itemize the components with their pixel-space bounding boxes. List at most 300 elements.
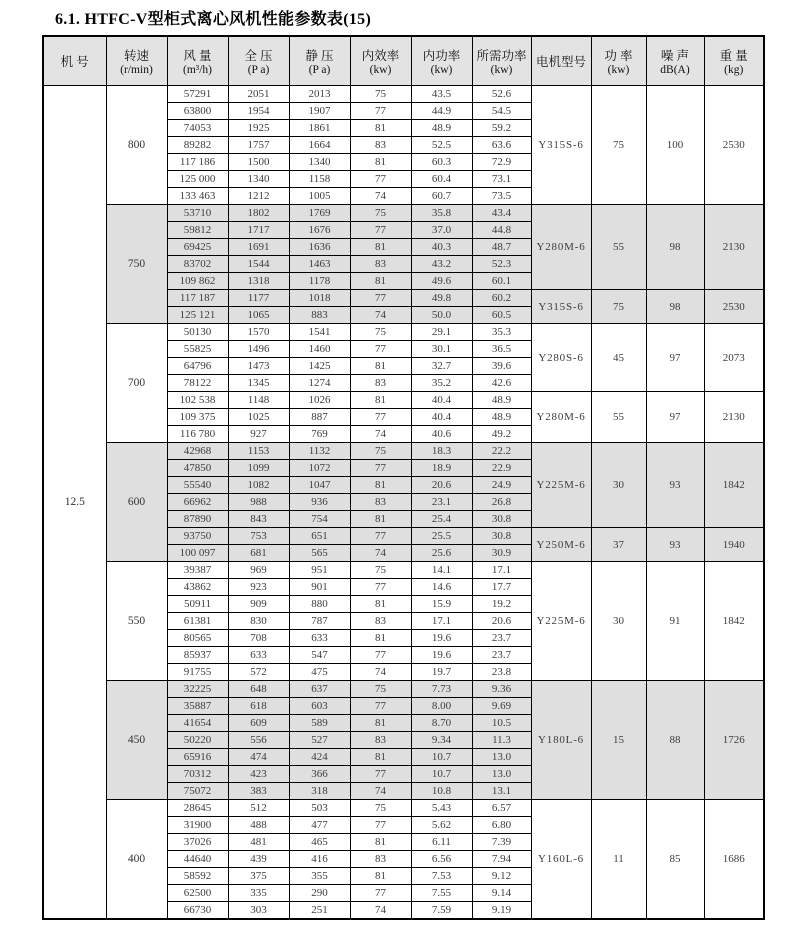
- required-power-cell: 20.6: [472, 613, 531, 630]
- total-pressure-cell: 1802: [228, 205, 289, 222]
- flow-cell: 117 187: [167, 290, 228, 307]
- efficiency-cell: 77: [350, 647, 411, 664]
- internal-power-cell: 18.9: [411, 460, 472, 477]
- internal-power-cell: 23.1: [411, 494, 472, 511]
- internal-power-cell: 35.2: [411, 375, 472, 392]
- total-pressure-cell: 609: [228, 715, 289, 732]
- efficiency-cell: 81: [350, 868, 411, 885]
- static-pressure-cell: 355: [289, 868, 350, 885]
- required-power-cell: 30.8: [472, 511, 531, 528]
- internal-power-cell: 6.56: [411, 851, 472, 868]
- required-power-cell: 17.7: [472, 579, 531, 596]
- total-pressure-cell: 1570: [228, 324, 289, 341]
- total-pressure-cell: 1025: [228, 409, 289, 426]
- static-pressure-cell: 936: [289, 494, 350, 511]
- static-pressure-cell: 901: [289, 579, 350, 596]
- required-power-cell: 35.3: [472, 324, 531, 341]
- static-pressure-cell: 1676: [289, 222, 350, 239]
- table-header-row: [43, 36, 764, 86]
- required-power-cell: 48.9: [472, 409, 531, 426]
- column-header: [228, 36, 289, 86]
- total-pressure-cell: 1544: [228, 256, 289, 273]
- total-pressure-cell: 1177: [228, 290, 289, 307]
- efficiency-cell: 83: [350, 375, 411, 392]
- total-pressure-cell: 512: [228, 800, 289, 817]
- flow-cell: 116 780: [167, 426, 228, 443]
- required-power-cell: 48.9: [472, 392, 531, 409]
- internal-power-cell: 7.53: [411, 868, 472, 885]
- weight-cell: 1842: [704, 443, 764, 528]
- total-pressure-cell: 1717: [228, 222, 289, 239]
- internal-power-cell: 10.7: [411, 749, 472, 766]
- required-power-cell: 54.5: [472, 103, 531, 120]
- total-pressure-cell: 2051: [228, 86, 289, 103]
- efficiency-cell: 81: [350, 273, 411, 290]
- required-power-cell: 9.36: [472, 681, 531, 698]
- column-header: [472, 36, 531, 86]
- flow-cell: 87890: [167, 511, 228, 528]
- internal-power-cell: 50.0: [411, 307, 472, 324]
- flow-cell: 50911: [167, 596, 228, 613]
- flow-cell: 58592: [167, 868, 228, 885]
- required-power-cell: 23.7: [472, 630, 531, 647]
- static-pressure-cell: 424: [289, 749, 350, 766]
- total-pressure-cell: 1500: [228, 154, 289, 171]
- efficiency-cell: 75: [350, 681, 411, 698]
- static-pressure-cell: 769: [289, 426, 350, 443]
- static-pressure-cell: 589: [289, 715, 350, 732]
- flow-cell: 133 463: [167, 188, 228, 205]
- static-pressure-cell: 637: [289, 681, 350, 698]
- total-pressure-cell: 572: [228, 664, 289, 681]
- efficiency-cell: 75: [350, 86, 411, 103]
- internal-power-cell: 60.3: [411, 154, 472, 171]
- internal-power-cell: 30.1: [411, 341, 472, 358]
- weight-cell: 1940: [704, 528, 764, 562]
- static-pressure-cell: 1178: [289, 273, 350, 290]
- efficiency-cell: 83: [350, 732, 411, 749]
- efficiency-cell: 81: [350, 477, 411, 494]
- motor-power-cell: 11: [591, 800, 646, 920]
- motor-power-cell: 55: [591, 392, 646, 443]
- column-header: [704, 36, 764, 86]
- speed-cell: 800: [106, 86, 167, 205]
- column-header-label: 内效率: [361, 49, 400, 63]
- efficiency-cell: 83: [350, 851, 411, 868]
- speed-cell: 700: [106, 324, 167, 443]
- total-pressure-cell: 1691: [228, 239, 289, 256]
- speed-cell: 550: [106, 562, 167, 681]
- efficiency-cell: 77: [350, 528, 411, 545]
- weight-cell: 1686: [704, 800, 764, 920]
- total-pressure-cell: 969: [228, 562, 289, 579]
- required-power-cell: 73.1: [472, 171, 531, 188]
- column-header: [43, 36, 106, 86]
- column-header: [411, 36, 472, 86]
- efficiency-cell: 75: [350, 324, 411, 341]
- required-power-cell: 73.5: [472, 188, 531, 205]
- flow-cell: 125 000: [167, 171, 228, 188]
- noise-cell: 97: [646, 324, 704, 392]
- noise-cell: 91: [646, 562, 704, 681]
- static-pressure-cell: 1460: [289, 341, 350, 358]
- required-power-cell: 59.2: [472, 120, 531, 137]
- internal-power-cell: 29.1: [411, 324, 472, 341]
- total-pressure-cell: 335: [228, 885, 289, 902]
- total-pressure-cell: 681: [228, 545, 289, 562]
- internal-power-cell: 25.4: [411, 511, 472, 528]
- column-header-unit: (m³/h): [183, 64, 212, 76]
- internal-power-cell: 25.5: [411, 528, 472, 545]
- static-pressure-cell: 465: [289, 834, 350, 851]
- internal-power-cell: 7.55: [411, 885, 472, 902]
- total-pressure-cell: 633: [228, 647, 289, 664]
- internal-power-cell: 10.8: [411, 783, 472, 800]
- table-body: [43, 86, 764, 920]
- weight-cell: 1842: [704, 562, 764, 681]
- efficiency-cell: 74: [350, 664, 411, 681]
- efficiency-cell: 81: [350, 154, 411, 171]
- static-pressure-cell: 1072: [289, 460, 350, 477]
- flow-cell: 61381: [167, 613, 228, 630]
- total-pressure-cell: 439: [228, 851, 289, 868]
- static-pressure-cell: 1664: [289, 137, 350, 154]
- efficiency-cell: 74: [350, 783, 411, 800]
- column-header-label: 机 号: [60, 55, 89, 69]
- internal-power-cell: 37.0: [411, 222, 472, 239]
- static-pressure-cell: 1132: [289, 443, 350, 460]
- column-header: [646, 36, 704, 86]
- motor-power-cell: 15: [591, 681, 646, 800]
- efficiency-cell: 77: [350, 766, 411, 783]
- table-row: [43, 681, 764, 698]
- efficiency-cell: 75: [350, 443, 411, 460]
- static-pressure-cell: 887: [289, 409, 350, 426]
- static-pressure-cell: 1861: [289, 120, 350, 137]
- efficiency-cell: 81: [350, 120, 411, 137]
- efficiency-cell: 77: [350, 579, 411, 596]
- required-power-cell: 22.2: [472, 443, 531, 460]
- internal-power-cell: 7.59: [411, 902, 472, 920]
- column-header-unit: dB(A): [660, 64, 690, 76]
- required-power-cell: 19.2: [472, 596, 531, 613]
- total-pressure-cell: 909: [228, 596, 289, 613]
- required-power-cell: 36.5: [472, 341, 531, 358]
- total-pressure-cell: 1099: [228, 460, 289, 477]
- flow-cell: 32225: [167, 681, 228, 698]
- flow-cell: 47850: [167, 460, 228, 477]
- flow-cell: 42968: [167, 443, 228, 460]
- flow-cell: 28645: [167, 800, 228, 817]
- total-pressure-cell: 1757: [228, 137, 289, 154]
- total-pressure-cell: 1212: [228, 188, 289, 205]
- efficiency-cell: 81: [350, 630, 411, 647]
- noise-cell: 93: [646, 443, 704, 528]
- column-header-label: 噪 声: [660, 49, 690, 63]
- weight-cell: 1726: [704, 681, 764, 800]
- static-pressure-cell: 603: [289, 698, 350, 715]
- required-power-cell: 13.0: [472, 766, 531, 783]
- static-pressure-cell: 651: [289, 528, 350, 545]
- flow-cell: 117 186: [167, 154, 228, 171]
- internal-power-cell: 5.43: [411, 800, 472, 817]
- flow-cell: 66730: [167, 902, 228, 920]
- flow-cell: 57291: [167, 86, 228, 103]
- internal-power-cell: 17.1: [411, 613, 472, 630]
- table-row: [43, 562, 764, 579]
- flow-cell: 44640: [167, 851, 228, 868]
- flow-cell: 41654: [167, 715, 228, 732]
- static-pressure-cell: 1907: [289, 103, 350, 120]
- flow-cell: 75072: [167, 783, 228, 800]
- static-pressure-cell: 547: [289, 647, 350, 664]
- static-pressure-cell: 1274: [289, 375, 350, 392]
- internal-power-cell: 6.11: [411, 834, 472, 851]
- flow-cell: 62500: [167, 885, 228, 902]
- efficiency-cell: 74: [350, 545, 411, 562]
- internal-power-cell: 8.00: [411, 698, 472, 715]
- total-pressure-cell: 481: [228, 834, 289, 851]
- required-power-cell: 42.6: [472, 375, 531, 392]
- static-pressure-cell: 1636: [289, 239, 350, 256]
- column-header-label: 内功率: [422, 49, 461, 63]
- column-header-label: 重 量: [719, 49, 748, 63]
- static-pressure-cell: 883: [289, 307, 350, 324]
- flow-cell: 80565: [167, 630, 228, 647]
- required-power-cell: 24.9: [472, 477, 531, 494]
- static-pressure-cell: 1463: [289, 256, 350, 273]
- noise-cell: 100: [646, 86, 704, 205]
- internal-power-cell: 43.2: [411, 256, 472, 273]
- static-pressure-cell: 2013: [289, 86, 350, 103]
- flow-cell: 85937: [167, 647, 228, 664]
- flow-cell: 66962: [167, 494, 228, 511]
- flow-cell: 53710: [167, 205, 228, 222]
- required-power-cell: 30.8: [472, 528, 531, 545]
- internal-power-cell: 19.6: [411, 647, 472, 664]
- weight-cell: 2530: [704, 86, 764, 205]
- speed-cell: 400: [106, 800, 167, 920]
- internal-power-cell: 49.8: [411, 290, 472, 307]
- flow-cell: 31900: [167, 817, 228, 834]
- total-pressure-cell: 708: [228, 630, 289, 647]
- noise-cell: 97: [646, 392, 704, 443]
- internal-power-cell: 8.70: [411, 715, 472, 732]
- internal-power-cell: 48.9: [411, 120, 472, 137]
- flow-cell: 93750: [167, 528, 228, 545]
- efficiency-cell: 83: [350, 613, 411, 630]
- column-header-unit: (kw): [369, 64, 392, 76]
- required-power-cell: 6.80: [472, 817, 531, 834]
- efficiency-cell: 83: [350, 137, 411, 154]
- total-pressure-cell: 830: [228, 613, 289, 630]
- column-header-label: 风 量: [183, 49, 212, 63]
- efficiency-cell: 77: [350, 817, 411, 834]
- table-row: [43, 205, 764, 222]
- motor-model-cell: Y225M-6: [531, 443, 591, 528]
- noise-cell: 98: [646, 290, 704, 324]
- efficiency-cell: 75: [350, 562, 411, 579]
- noise-cell: 88: [646, 681, 704, 800]
- flow-cell: 100 097: [167, 545, 228, 562]
- static-pressure-cell: 1026: [289, 392, 350, 409]
- internal-power-cell: 40.6: [411, 426, 472, 443]
- flow-cell: 83702: [167, 256, 228, 273]
- efficiency-cell: 77: [350, 698, 411, 715]
- motor-model-cell: Y180L-6: [531, 681, 591, 800]
- efficiency-cell: 81: [350, 239, 411, 256]
- speed-cell: 750: [106, 205, 167, 324]
- total-pressure-cell: 618: [228, 698, 289, 715]
- static-pressure-cell: 1047: [289, 477, 350, 494]
- static-pressure-cell: 527: [289, 732, 350, 749]
- motor-model-cell: Y225M-6: [531, 562, 591, 681]
- column-header: [591, 36, 646, 86]
- static-pressure-cell: 477: [289, 817, 350, 834]
- weight-cell: 2073: [704, 324, 764, 392]
- internal-power-cell: 60.7: [411, 188, 472, 205]
- motor-model-cell: Y280M-6: [531, 392, 591, 443]
- internal-power-cell: 7.73: [411, 681, 472, 698]
- flow-cell: 50130: [167, 324, 228, 341]
- flow-cell: 89282: [167, 137, 228, 154]
- static-pressure-cell: 754: [289, 511, 350, 528]
- column-header: [531, 36, 591, 86]
- table-row: [43, 800, 764, 817]
- total-pressure-cell: 556: [228, 732, 289, 749]
- efficiency-cell: 81: [350, 715, 411, 732]
- flow-cell: 109 862: [167, 273, 228, 290]
- static-pressure-cell: 475: [289, 664, 350, 681]
- static-pressure-cell: 503: [289, 800, 350, 817]
- static-pressure-cell: 1158: [289, 171, 350, 188]
- fan-performance-table: [42, 35, 765, 920]
- table-row: [43, 324, 764, 341]
- required-power-cell: 10.5: [472, 715, 531, 732]
- static-pressure-cell: 366: [289, 766, 350, 783]
- speed-cell: 600: [106, 443, 167, 562]
- efficiency-cell: 77: [350, 290, 411, 307]
- total-pressure-cell: 303: [228, 902, 289, 920]
- required-power-cell: 9.19: [472, 902, 531, 920]
- machine-number-cell: 12.5: [43, 86, 106, 920]
- internal-power-cell: 15.9: [411, 596, 472, 613]
- required-power-cell: 49.2: [472, 426, 531, 443]
- total-pressure-cell: 648: [228, 681, 289, 698]
- required-power-cell: 7.39: [472, 834, 531, 851]
- flow-cell: 63800: [167, 103, 228, 120]
- noise-cell: 98: [646, 205, 704, 290]
- motor-model-cell: Y280M-6: [531, 205, 591, 290]
- flow-cell: 65916: [167, 749, 228, 766]
- total-pressure-cell: 843: [228, 511, 289, 528]
- static-pressure-cell: 1340: [289, 154, 350, 171]
- static-pressure-cell: 565: [289, 545, 350, 562]
- required-power-cell: 23.8: [472, 664, 531, 681]
- static-pressure-cell: 951: [289, 562, 350, 579]
- required-power-cell: 30.9: [472, 545, 531, 562]
- static-pressure-cell: 290: [289, 885, 350, 902]
- required-power-cell: 72.9: [472, 154, 531, 171]
- column-header-unit: (P a): [247, 64, 270, 76]
- column-header: [289, 36, 350, 86]
- static-pressure-cell: 1769: [289, 205, 350, 222]
- efficiency-cell: 77: [350, 409, 411, 426]
- motor-model-cell: Y315S-6: [531, 290, 591, 324]
- static-pressure-cell: 251: [289, 902, 350, 920]
- total-pressure-cell: 1925: [228, 120, 289, 137]
- required-power-cell: 11.3: [472, 732, 531, 749]
- column-header-label: 电机型号: [535, 55, 586, 69]
- total-pressure-cell: 423: [228, 766, 289, 783]
- motor-power-cell: 75: [591, 86, 646, 205]
- static-pressure-cell: 1018: [289, 290, 350, 307]
- total-pressure-cell: 988: [228, 494, 289, 511]
- motor-power-cell: 75: [591, 290, 646, 324]
- speed-cell: 450: [106, 681, 167, 800]
- flow-cell: 35887: [167, 698, 228, 715]
- internal-power-cell: 35.8: [411, 205, 472, 222]
- internal-power-cell: 44.9: [411, 103, 472, 120]
- noise-cell: 93: [646, 528, 704, 562]
- total-pressure-cell: 927: [228, 426, 289, 443]
- column-header-unit: (r/min): [120, 64, 153, 76]
- efficiency-cell: 77: [350, 222, 411, 239]
- required-power-cell: 9.14: [472, 885, 531, 902]
- efficiency-cell: 74: [350, 188, 411, 205]
- internal-power-cell: 32.7: [411, 358, 472, 375]
- noise-cell: 85: [646, 800, 704, 920]
- required-power-cell: 63.6: [472, 137, 531, 154]
- required-power-cell: 60.1: [472, 273, 531, 290]
- internal-power-cell: 40.3: [411, 239, 472, 256]
- internal-power-cell: 5.62: [411, 817, 472, 834]
- motor-power-cell: 30: [591, 443, 646, 528]
- efficiency-cell: 75: [350, 800, 411, 817]
- total-pressure-cell: 1318: [228, 273, 289, 290]
- motor-model-cell: Y250M-6: [531, 528, 591, 562]
- internal-power-cell: 14.6: [411, 579, 472, 596]
- weight-cell: 2530: [704, 290, 764, 324]
- table-row: [43, 443, 764, 460]
- flow-cell: 64796: [167, 358, 228, 375]
- required-power-cell: 60.2: [472, 290, 531, 307]
- required-power-cell: 13.1: [472, 783, 531, 800]
- motor-model-cell: Y280S-6: [531, 324, 591, 392]
- motor-model-cell: Y160L-6: [531, 800, 591, 920]
- flow-cell: 74053: [167, 120, 228, 137]
- column-header-unit: (kw): [607, 64, 630, 76]
- efficiency-cell: 77: [350, 341, 411, 358]
- table-row: [43, 86, 764, 103]
- required-power-cell: 9.69: [472, 698, 531, 715]
- total-pressure-cell: 375: [228, 868, 289, 885]
- required-power-cell: 39.6: [472, 358, 531, 375]
- total-pressure-cell: 383: [228, 783, 289, 800]
- motor-power-cell: 37: [591, 528, 646, 562]
- required-power-cell: 48.7: [472, 239, 531, 256]
- internal-power-cell: 40.4: [411, 392, 472, 409]
- column-header-unit: (kg): [724, 64, 744, 76]
- efficiency-cell: 74: [350, 902, 411, 920]
- static-pressure-cell: 1541: [289, 324, 350, 341]
- motor-power-cell: 30: [591, 562, 646, 681]
- efficiency-cell: 81: [350, 358, 411, 375]
- column-header-label: 功 率: [604, 49, 633, 63]
- required-power-cell: 9.12: [472, 868, 531, 885]
- column-header: [350, 36, 411, 86]
- static-pressure-cell: 1005: [289, 188, 350, 205]
